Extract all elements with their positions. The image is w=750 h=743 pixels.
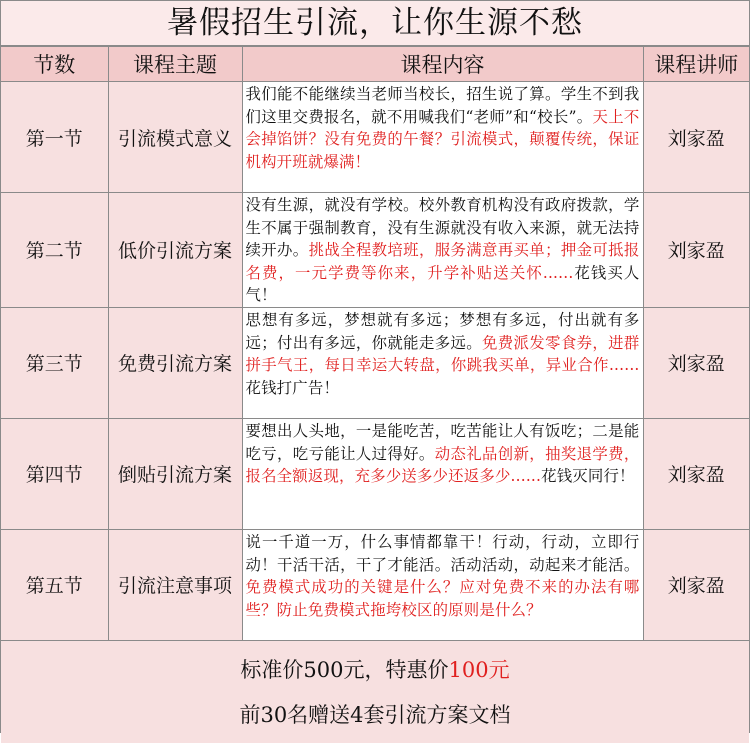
content-text: 我们能不能继续当老师当校长，招生说了算。学生不到我们这里交费报名，就不用喊我们“老师”和“校长”。 bbox=[245, 85, 640, 126]
table-row bbox=[1, 418, 749, 529]
content-cell bbox=[242, 82, 643, 193]
table-row bbox=[1, 82, 749, 193]
section-cell: 第四节 bbox=[1, 418, 108, 529]
bonus-line: 前30名赠送4套引流方案文档 bbox=[239, 702, 511, 727]
header-teacher: 课程讲师 bbox=[643, 47, 749, 82]
header-topic: 课程主题 bbox=[108, 47, 242, 82]
table-header-row bbox=[1, 47, 749, 82]
section-cell: 第五节 bbox=[1, 529, 108, 640]
topic-cell: 倒贴引流方案 bbox=[108, 418, 242, 529]
section-cell: 第二节 bbox=[1, 193, 108, 308]
topic-cell: 低价引流方案 bbox=[108, 193, 242, 308]
teacher-cell: 刘家盈 bbox=[643, 418, 749, 529]
table-row bbox=[1, 529, 749, 640]
table-row bbox=[1, 193, 749, 308]
topic-cell: 引流模式意义 bbox=[108, 82, 242, 193]
content-cell bbox=[242, 193, 643, 308]
price-label: 标准价500元，特惠价 bbox=[240, 657, 449, 682]
content-tail: 花钱买人气！ bbox=[245, 263, 640, 305]
table-row bbox=[1, 307, 749, 418]
section-cell: 第一节 bbox=[1, 82, 108, 193]
content-tail: 花钱灭同行！ bbox=[541, 467, 635, 486]
teacher-cell: 刘家盈 bbox=[643, 529, 749, 640]
content-text: 思想有多远，梦想就有多远；梦想有多远，付出就有多远；付出有多远，你就能走多远。 bbox=[245, 310, 640, 352]
course-table bbox=[1, 46, 749, 641]
content-tail: 花钱打广告！ bbox=[245, 378, 340, 397]
content-highlight: 挑战全程教培班，服务满意再买单；押金可抵报名费，一元学费等你来，升学补贴送关怀...... bbox=[245, 241, 640, 282]
teacher-cell: 刘家盈 bbox=[643, 82, 749, 193]
section-cell: 第三节 bbox=[1, 307, 108, 418]
content-text: 说一千道一万，什么事情都靠干！行动，行动，立即行动！干活干活，干了才能活。活动活动，动起来才能活。 bbox=[245, 532, 640, 574]
content-highlight: 天上不会掉馅饼？没有免费的午餐？引流模式，颠覆传统，保证机构开班就爆满！ bbox=[245, 107, 640, 171]
content-highlight: 免费模式成功的关键是什么？应对免费不来的办法有哪些？防止免费模式拖垮校区的原则是什么？ bbox=[245, 578, 640, 619]
content-text: 没有生源，就没有学校。校外教育机构没有政府拨款，学生不属于强制教育，没有生源就没有收入来源，就无法持续开办。 bbox=[245, 196, 640, 260]
content-highlight: 免费派发零食券，进群拼手气王，每日幸运大转盘，你跳我买单，异业合作...... bbox=[245, 333, 640, 375]
content-cell bbox=[242, 307, 643, 418]
poster-title: 暑假招生引流，让你生源不愁 bbox=[1, 1, 749, 46]
teacher-cell: 刘家盈 bbox=[643, 307, 749, 418]
sale-price: 100元 bbox=[448, 657, 510, 682]
content-cell bbox=[242, 529, 643, 640]
topic-cell: 免费引流方案 bbox=[108, 307, 242, 418]
content-highlight: 动态礼品创新，抽奖退学费，报名全额返现，充多少送多少还返多少...... bbox=[245, 444, 640, 486]
content-text: 要想出人头地，一是能吃苦，吃苦能让人有饭吃；二是能吃亏，吃亏能让人过得好。 bbox=[245, 421, 640, 463]
topic-cell: 引流注意事项 bbox=[108, 529, 242, 640]
price-line bbox=[1, 641, 749, 686]
header-section: 节数 bbox=[1, 47, 108, 82]
header-content: 课程内容 bbox=[242, 47, 643, 82]
teacher-cell: 刘家盈 bbox=[643, 193, 749, 308]
pricing-footer bbox=[1, 641, 749, 743]
content-cell bbox=[242, 418, 643, 529]
